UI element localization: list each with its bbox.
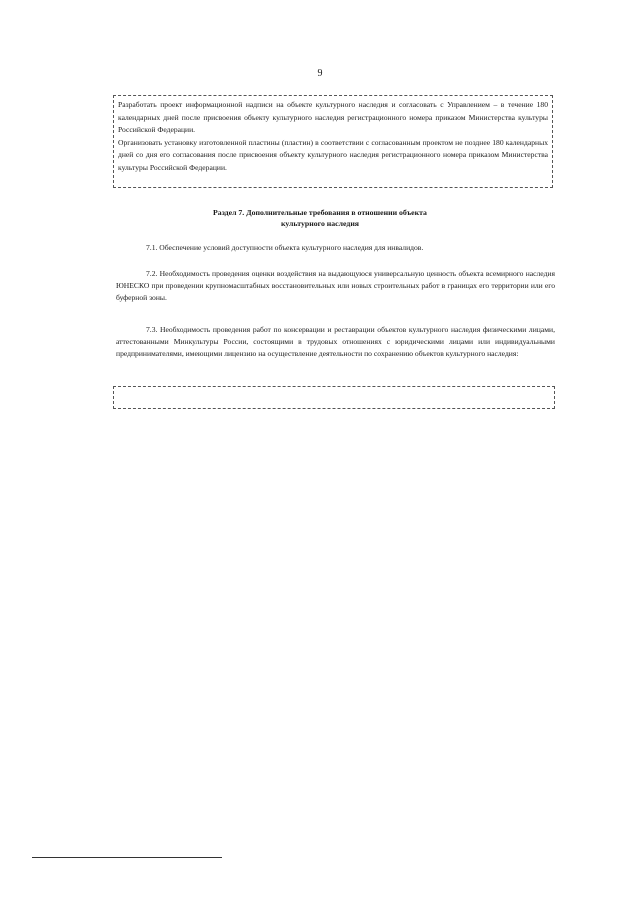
section-heading-line-1: Раздел 7. Дополнительные требования в отношении объекта	[213, 208, 427, 217]
requirement-paragraph-design: Разработать проект информационной надписи на объекте культурного наследия и согласовать с Управлением – в течение 180 календарных дней после присвоения объекту культурного наследия регистрационного номера приказом Министерства культуры Российской Федерации.	[118, 100, 548, 135]
footnote-separator	[32, 857, 222, 858]
clause-7-2: 7.2. Необходимость проведения оценки воздействия на выдающуюся универсальную ценность объекта всемирного наследия ЮНЕСКО при проведении крупномасштабных восстановительных или новых строительных работ в границах его территории или его буферной зоны.	[116, 269, 555, 303]
section-7-heading	[0, 207, 640, 229]
page-number: 9	[317, 68, 323, 79]
empty-fill-box	[113, 386, 555, 409]
clause-7-3: 7.3. Необходимость проведения работ по консервации и реставрации объектов культурного наследия физическими лицами, аттестованными Минкультуры России, состоящими в трудовых отношениях с юридическими лицами или индивидуальными предпринимателями, имеющими лицензию на осуществление деятельности по сохранению объектов культурного наследия:	[116, 325, 555, 359]
section-heading-line-2: культурного наследия	[280, 219, 360, 228]
clause-7-1: 7.1. Обеспечение условий доступности объекта культурного наследия для инвалидов.	[146, 243, 424, 252]
requirements-box	[113, 95, 553, 188]
requirement-paragraph-installation: Организовать установку изготовленной пластины (пластин) в соответствии с согласованным проектом не позднее 180 календарных дней со дня его согласования после присвоения объекту культурного наследия регистрационного номера приказом Министерства культуры Российской Федерации.	[118, 137, 548, 172]
